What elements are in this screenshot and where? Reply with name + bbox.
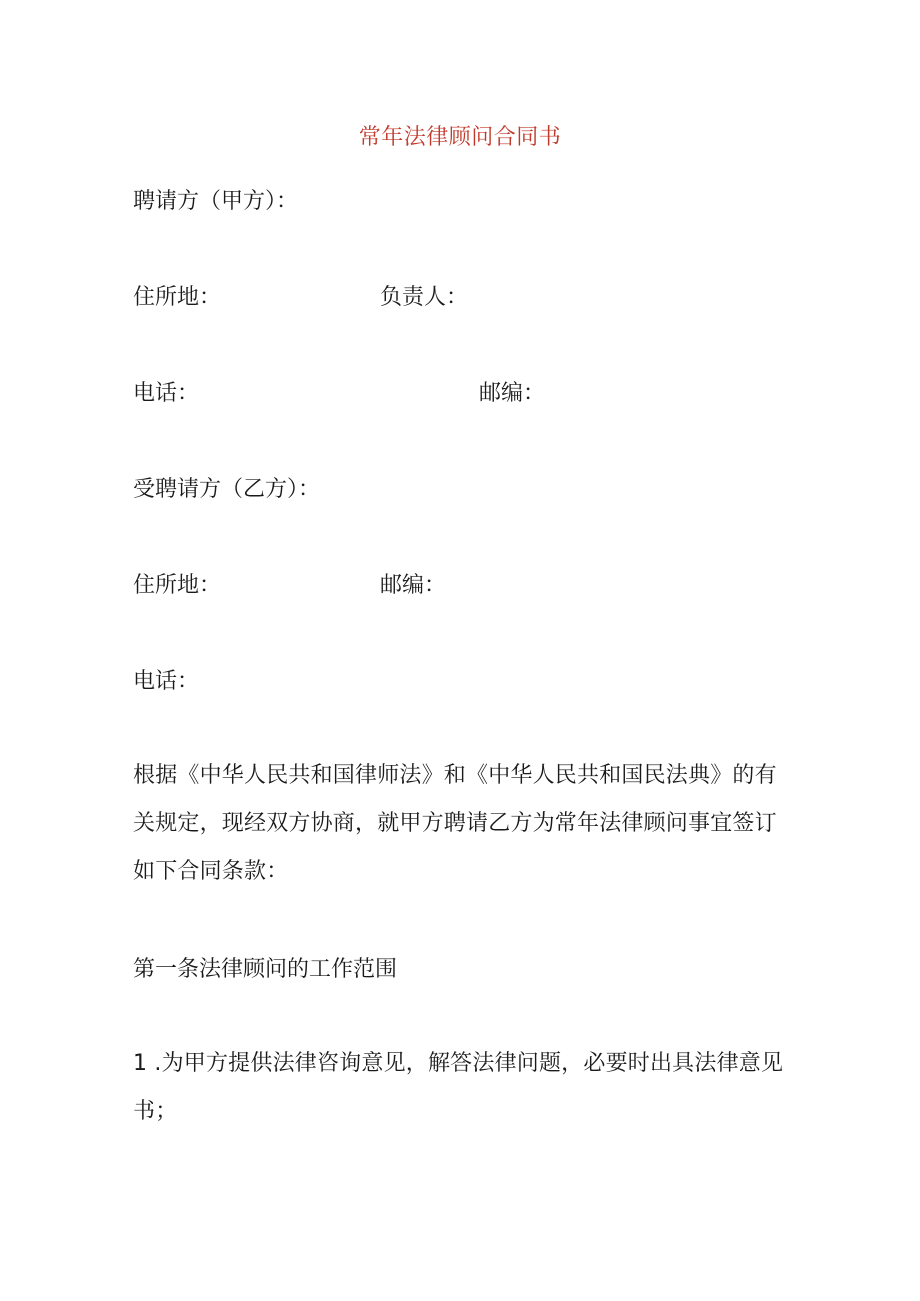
party-a-address-label: 住所地： (133, 285, 222, 310)
party-a-person-label: 负责人： (380, 285, 469, 310)
party-b-postcode-label: 邮编： (380, 573, 447, 598)
party-a-heading: 聘请方（甲方）： (133, 189, 299, 214)
party-b-heading: 受聘请方（乙方）： (133, 477, 321, 502)
party-a-phone-label: 电话： (133, 381, 200, 406)
document-title: 常年法律顾问合同书 (358, 125, 562, 150)
party-b-address-label: 住所地： (133, 573, 222, 598)
preamble-paragraph: 根据《中华人民共和国律师法》和《中华人民共和国民法典》的有关规定，现经双方协商，就甲方聘请乙方为常年法律顾问事宜签订如下合同条款： (133, 763, 777, 884)
party-b-phone-label: 电话： (133, 669, 200, 694)
article-1-heading: 第一条法律顾问的工作范围 (133, 957, 398, 982)
party-a-postcode-label: 邮编： (479, 381, 546, 406)
article-1-item-1: 1 .为甲方提供法律咨询意见，解答法律问题，必要时出具法律意见书； (133, 1051, 784, 1124)
